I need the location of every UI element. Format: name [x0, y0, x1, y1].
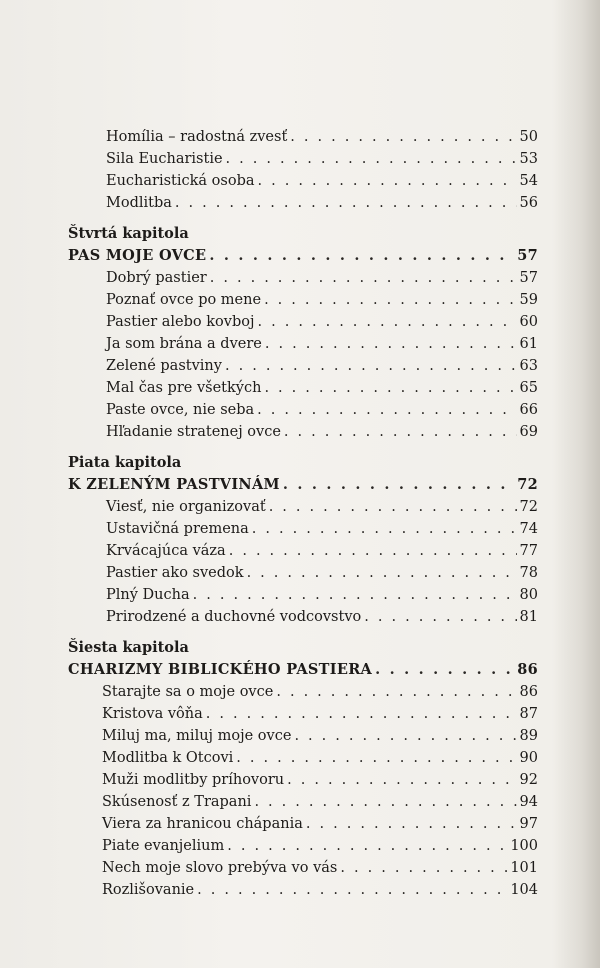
- chapter-section: [68, 452, 538, 628]
- toc-entry: [68, 148, 538, 170]
- dot-leader: [236, 747, 516, 769]
- toc-entry: [68, 377, 538, 399]
- toc-entry-title: Dobrý pastier: [106, 270, 207, 286]
- toc-entry-title: Hľadanie stratenej ovce: [106, 424, 281, 440]
- dot-leader: [287, 769, 516, 791]
- dot-leader: [252, 518, 517, 540]
- chapter-title-row: [68, 474, 538, 496]
- dot-leader: [306, 813, 517, 835]
- toc-entry: [68, 333, 538, 355]
- toc-entry: [68, 769, 538, 791]
- dot-leader: [209, 245, 514, 267]
- chapter-page: 57: [517, 247, 538, 264]
- toc-entry-page: 100: [510, 838, 538, 854]
- toc-entry-title: Miluj ma, miluj moje ovce: [102, 728, 292, 744]
- toc-entry-page: 65: [519, 380, 538, 396]
- toc-entry-title: Muži modlitby príhovoru: [102, 772, 285, 788]
- toc-entry-title: Skúsenosť z Trapani: [102, 794, 252, 810]
- chapter-title: K ZELENÝM PASTVINÁM: [68, 476, 280, 493]
- dot-leader: [197, 879, 507, 901]
- dot-leader: [284, 421, 517, 443]
- toc-entry-page: 66: [519, 402, 538, 418]
- dot-leader: [257, 311, 516, 333]
- toc-entry-page: 53: [519, 151, 538, 167]
- toc-entry-page: 77: [519, 543, 538, 559]
- toc-entry-page: 56: [519, 195, 538, 211]
- toc-entry-title: Eucharistická osoba: [106, 173, 255, 189]
- toc-entry-title: Krvácajúca váza: [106, 543, 226, 559]
- dot-leader: [375, 659, 514, 681]
- toc-entry: [68, 170, 538, 192]
- dot-leader: [225, 355, 517, 377]
- dot-leader: [264, 289, 516, 311]
- toc-entry-page: 69: [519, 424, 538, 440]
- toc-entry-page: 89: [519, 728, 538, 744]
- toc-entry-title: Nech moje slovo prebýva vo vás: [102, 860, 338, 876]
- dot-leader: [257, 399, 516, 421]
- toc-entry: [68, 289, 538, 311]
- toc-entry: [68, 518, 538, 540]
- chapter-title: PAS MOJE OVCE: [68, 247, 207, 264]
- dot-leader: [290, 126, 516, 148]
- toc-entry-page: 63: [519, 358, 538, 374]
- toc-entry: [68, 725, 538, 747]
- toc-entry-title: Modlitba k Otcovi: [102, 750, 234, 766]
- toc-entry: [68, 267, 538, 289]
- toc-entry: [68, 496, 538, 518]
- dot-leader: [227, 835, 507, 857]
- toc-entry-title: Piate evanjelium: [102, 838, 225, 854]
- toc-entry-page: 78: [519, 565, 538, 581]
- toc-entry-title: Ustavičná premena: [106, 521, 249, 537]
- dot-leader: [276, 681, 516, 703]
- toc-entry: [68, 399, 538, 421]
- toc-entry-title: Zelené pastviny: [106, 358, 222, 374]
- toc-entry-page: 61: [519, 336, 538, 352]
- dot-leader: [269, 496, 517, 518]
- dot-leader: [294, 725, 516, 747]
- toc-entry: [68, 355, 538, 377]
- chapter-page: 72: [517, 476, 538, 493]
- toc-entry-page: 80: [519, 587, 538, 603]
- toc-entry-page: 50: [519, 129, 538, 145]
- table-of-contents: [68, 126, 538, 901]
- toc-entry-page: 92: [519, 772, 538, 788]
- toc-entry-title: Pastier alebo kovboj: [106, 314, 255, 330]
- toc-entry-title: Sila Eucharistie: [106, 151, 223, 167]
- toc-entry: [68, 421, 538, 443]
- chapter-section: [68, 223, 538, 443]
- toc-entry-page: 81: [519, 609, 538, 625]
- toc-entry-page: 59: [519, 292, 538, 308]
- dot-leader: [254, 791, 516, 813]
- dot-leader: [258, 170, 517, 192]
- toc-entry-title: Pastier ako svedok: [106, 565, 244, 581]
- toc-entry: [68, 540, 538, 562]
- toc-entry-page: 90: [519, 750, 538, 766]
- toc-entry-page: 97: [519, 816, 538, 832]
- toc-entry: [68, 192, 538, 214]
- toc-entry: [68, 835, 538, 857]
- toc-entry: [68, 703, 538, 725]
- toc-entry-title: Starajte sa o moje ovce: [102, 684, 274, 700]
- toc-entry-title: Ja som brána a dvere: [106, 336, 262, 352]
- toc-entry: [68, 857, 538, 879]
- toc-entry-title: Viesť, nie organizovať: [106, 499, 266, 515]
- chapter-label: Štvrtá kapitola: [68, 225, 189, 242]
- toc-entry-page: 94: [519, 794, 538, 810]
- dot-leader: [264, 377, 516, 399]
- toc-entry-page: 101: [510, 860, 538, 876]
- toc-entry: [68, 747, 538, 769]
- toc-entry: [68, 813, 538, 835]
- dot-leader: [193, 584, 517, 606]
- toc-entry-page: 54: [519, 173, 538, 189]
- chapter-title-row: [68, 245, 538, 267]
- toc-entry-page: 86: [519, 684, 538, 700]
- toc-entry-page: 72: [519, 499, 538, 515]
- dot-leader: [229, 540, 517, 562]
- toc-entry: [68, 681, 538, 703]
- toc-entry-title: Viera za hranicou chápania: [102, 816, 303, 832]
- toc-entry-page: 87: [519, 706, 538, 722]
- chapter-title-row: [68, 659, 538, 681]
- toc-entry-title: Plný Ducha: [106, 587, 190, 603]
- toc-entry-title: Paste ovce, nie seba: [106, 402, 255, 418]
- toc-entry-page: 74: [519, 521, 538, 537]
- toc-entry: [68, 606, 538, 628]
- toc-entry: [68, 879, 538, 901]
- toc-entry-title: Rozlišovanie: [102, 882, 195, 898]
- chapter-page: 86: [517, 661, 538, 678]
- toc-entry-page: 104: [510, 882, 538, 898]
- chapter-title: CHARIZMY BIBLICKÉHO PASTIERA: [68, 661, 373, 678]
- dot-leader: [206, 703, 517, 725]
- toc-entry: [68, 584, 538, 606]
- toc-entry: [68, 126, 538, 148]
- toc-entry-title: Poznať ovce po mene: [106, 292, 262, 308]
- toc-entry-page: 57: [519, 270, 538, 286]
- dot-leader: [210, 267, 517, 289]
- toc-entry-title: Kristova vôňa: [102, 706, 203, 722]
- toc-entry-page: 60: [519, 314, 538, 330]
- chapter-label: Piata kapitola: [68, 454, 182, 471]
- dot-leader: [283, 474, 514, 496]
- dot-leader: [226, 148, 517, 170]
- toc-entry: [68, 562, 538, 584]
- dot-leader: [364, 606, 516, 628]
- dot-leader: [340, 857, 507, 879]
- dot-leader: [247, 562, 517, 584]
- dot-leader: [265, 333, 517, 355]
- toc-entry-title: Mal čas pre všetkých: [106, 380, 262, 396]
- chapter-label: Šiesta kapitola: [68, 639, 189, 656]
- dot-leader: [175, 192, 517, 214]
- toc-entry-title: Modlitba: [106, 195, 172, 211]
- toc-entry-title: Homília – radostná zvesť: [106, 129, 288, 145]
- toc-entry-title: Prirodzené a duchovné vodcovstvo: [106, 609, 362, 625]
- chapter-section: [68, 637, 538, 901]
- toc-entry: [68, 311, 538, 333]
- intro-entries: [68, 126, 538, 214]
- toc-entry: [68, 791, 538, 813]
